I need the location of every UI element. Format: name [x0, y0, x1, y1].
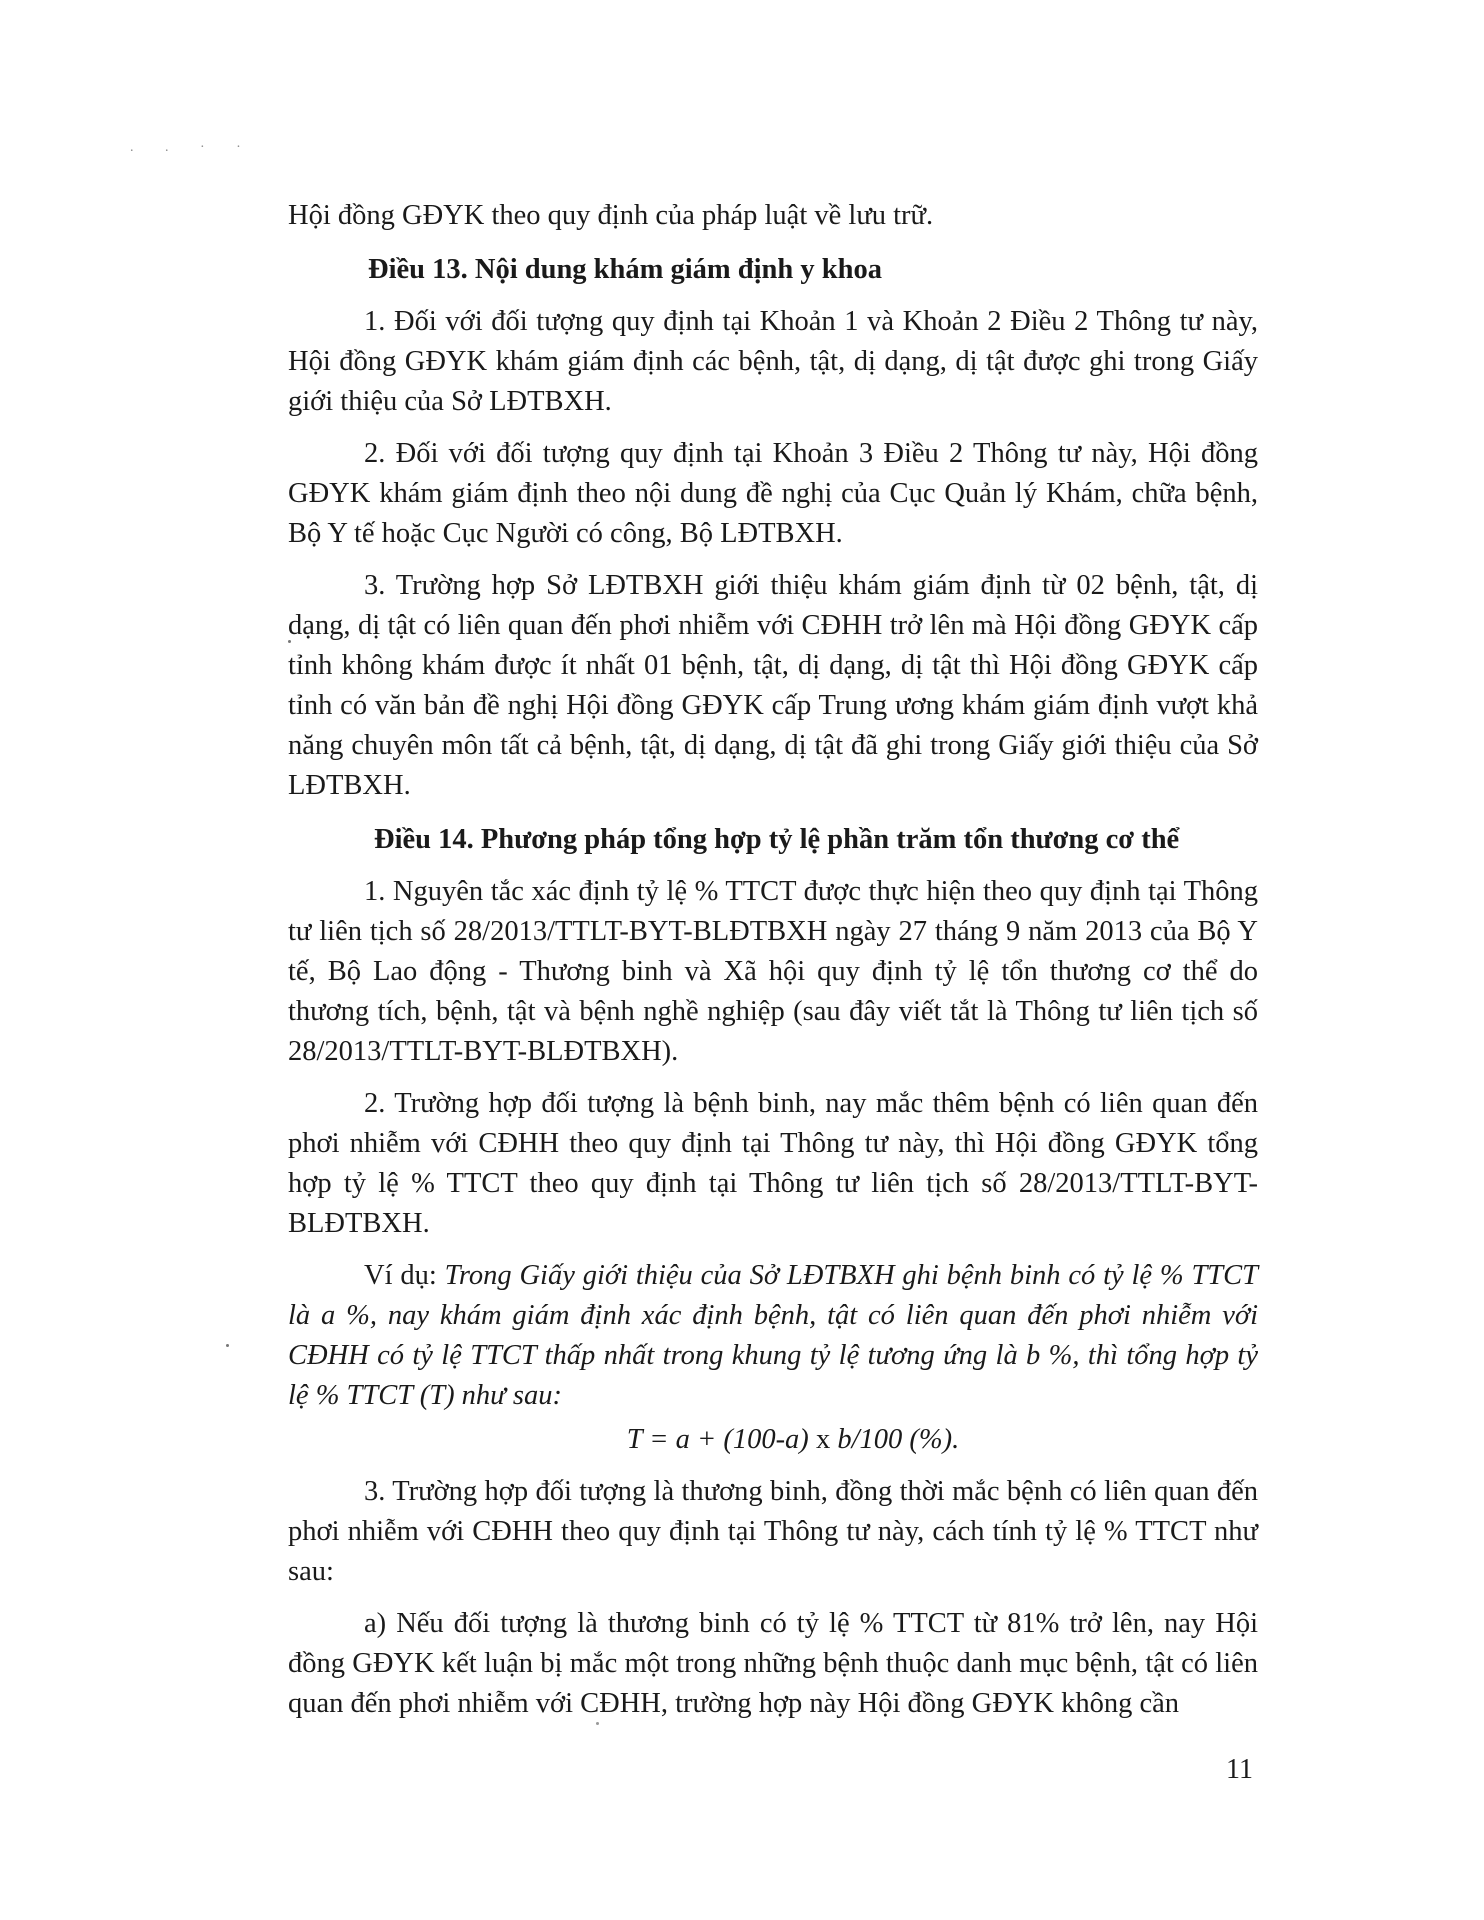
article-13-paragraph-3: 3. Trường hợp Sở LĐTBXH giới thiệu khám giám định từ 02 bệnh, tật, dị dạng, dị tật có liên quan đến phơi nhiễm với CĐHH trở lên mà Hội đồng GĐYK cấp tỉnh không khám được ít nhất 01 bệnh, tật, dị dạng, dị tật thì Hội đồng GĐYK cấp tỉnh có văn bản đề nghị Hội đồng GĐYK cấp Trung ương khám giám định vượt khả năng chuyên môn tất cả bệnh, tật, dị dạng, dị tật đã ghi trong Giấy giới thiệu của Sở LĐTBXH.: [288, 570, 1258, 801]
intro-line: Hội đồng GĐYK theo quy định của pháp luật về lưu trữ.: [288, 200, 934, 231]
article-13-paragraph-1: 1. Đối với đối tượng quy định tại Khoản 1 và Khoản 2 Điều 2 Thông tư này, Hội đồng GĐYK khám giám định các bệnh, tật, dị dạng, dị tật được ghi trong Giấy giới thiệu của Sở LĐTBXH.: [288, 306, 1258, 417]
page-number: 11: [1226, 1754, 1253, 1785]
formula-left: T = a + (100-a): [626, 1424, 809, 1455]
article-13-paragraph-2: 2. Đối với đối tượng quy định tại Khoản 3 Điều 2 Thông tư này, Hội đồng GĐYK khám giám định theo nội dung đề nghị của Cục Quản lý Khám, chữa bệnh, Bộ Y tế hoặc Cục Người có công, Bộ LĐTBXH.: [288, 438, 1258, 549]
article-14-paragraph-3a: a) Nếu đối tượng là thương binh có tỷ lệ % TTCT từ 81% trở lên, nay Hội đồng GĐYK kết luận bị mắc một trong những bệnh thuộc danh mục bệnh, tật có liên quan đến phơi nhiễm với CĐHH, trường hợp này Hội đồng GĐYK không cần: [288, 1608, 1258, 1719]
article-14-paragraph-2: 2. Trường hợp đối tượng là bệnh binh, nay mắc thêm bệnh có liên quan đến phơi nhiễm với CĐHH theo quy định tại Thông tư này, thì Hội đồng GĐYK tổng hợp tỷ lệ % TTCT theo quy định tại Thông tư liên tịch số 28/2013/TTLT-BYT-BLĐTBXH.: [288, 1088, 1258, 1239]
example-label: Ví dụ:: [364, 1260, 437, 1291]
article-14-heading: Điều 14. Phương pháp tổng hợp tỷ lệ phần trăm tổn thương cơ thể: [374, 824, 1180, 855]
formula: [288, 1420, 1258, 1460]
scan-speck: [226, 1344, 229, 1347]
scan-specks: . . · ·: [130, 140, 255, 155]
document-body: [288, 196, 1258, 1724]
example-paragraph: [288, 1256, 1258, 1416]
example-text: Trong Giấy giới thiệu của Sở LĐTBXH ghi bệnh binh có tỷ lệ % TTCT là a %, nay khám giám định xác định bệnh, tật có liên quan đến phơi nhiễm với CĐHH có tỷ lệ TTCT thấp nhất trong khung tỷ lệ tương ứng là b %, thì tổng hợp tỷ lệ % TTCT (T) như sau:: [288, 1260, 1259, 1411]
article-13-heading: Điều 13. Nội dung khám giám định y khoa: [368, 254, 882, 285]
formula-times: x: [808, 1424, 838, 1455]
article-14-paragraph-1: 1. Nguyên tắc xác định tỷ lệ % TTCT được thực hiện theo quy định tại Thông tư liên tịch số 28/2013/TTLT-BYT-BLĐTBXH ngày 27 tháng 9 năm 2013 của Bộ Y tế, Bộ Lao động - Thương binh và Xã hội quy định tỷ lệ tổn thương cơ thể do thương tích, bệnh, tật và bệnh nghề nghiệp (sau đây viết tắt là Thông tư liên tịch số 28/2013/TTLT-BYT-BLĐTBXH).: [288, 876, 1258, 1067]
article-14-paragraph-3: 3. Trường hợp đối tượng là thương binh, đồng thời mắc bệnh có liên quan đến phơi nhiễm với CĐHH theo quy định tại Thông tư này, cách tính tỷ lệ % TTCT như sau:: [288, 1476, 1258, 1587]
formula-right: b/100 (%).: [837, 1424, 960, 1455]
